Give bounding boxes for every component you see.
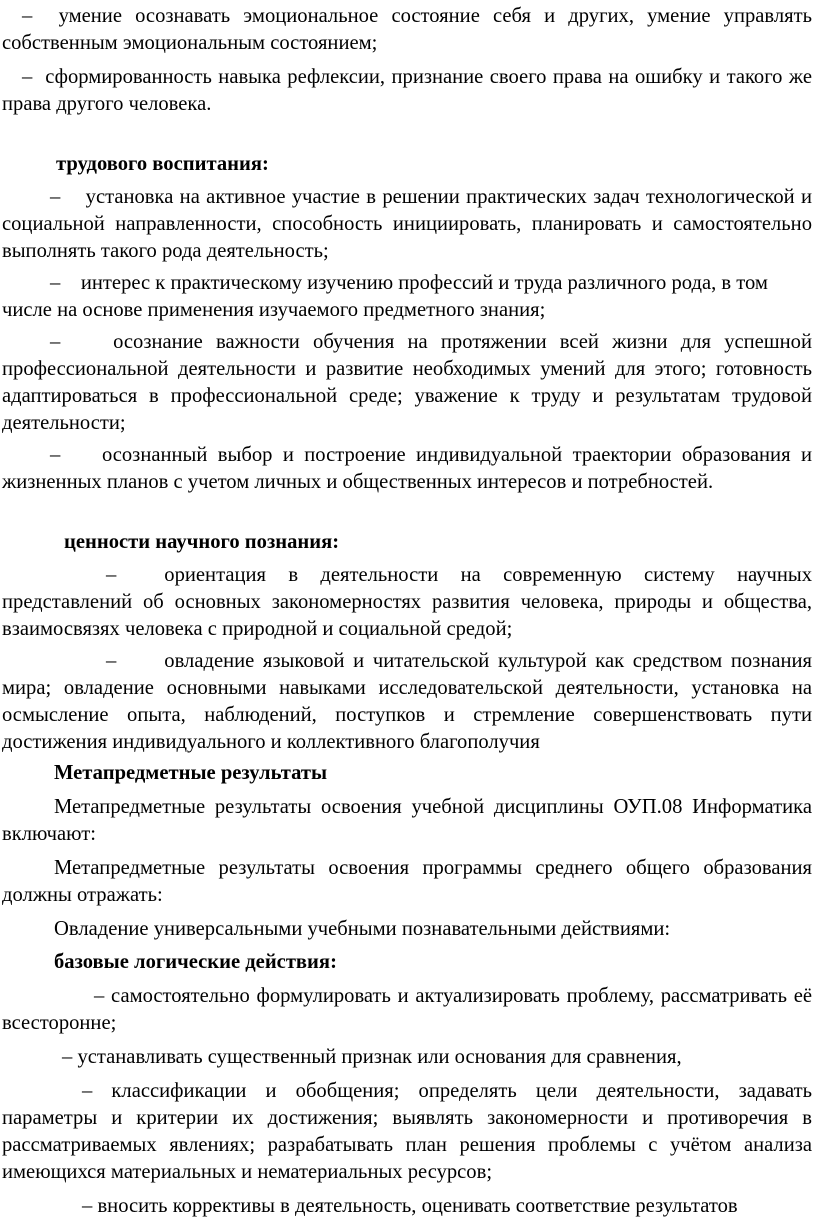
- list-dash: –: [22, 66, 33, 88]
- list-dash: –: [94, 985, 105, 1007]
- paragraph-lifelong-learning: [2, 329, 812, 437]
- paragraph-interest-professions: [2, 270, 812, 324]
- list-dash: –: [62, 1046, 73, 1068]
- list-dash: –: [82, 1195, 93, 1217]
- list-dash: –: [50, 444, 61, 466]
- paragraph-language-culture: [2, 648, 812, 756]
- paragraph-text: ориентация в деятельности на современную систему научных представлений об основных закономерностях развития человека, природы и общества, взаимосвязях человека с природной и социальной средой;: [2, 564, 812, 640]
- paragraph-text: сформированность навыка рефлексии, признание своего права на ошибку и такого же права другого человека.: [2, 66, 812, 115]
- paragraph-scientific-orientation: [2, 562, 812, 643]
- paragraph-metasubject-discipline: Метапредметные результаты освоения учебной дисциплины ОУП.08 Информатика включают:: [2, 796, 812, 845]
- paragraph-universal-actions: Овладение универсальными учебными познавательными действиями:: [54, 918, 671, 940]
- list-dash: –: [50, 272, 61, 294]
- heading-scientific-knowledge: ценности научного познания:: [64, 531, 340, 553]
- paragraph-reflection: [2, 64, 812, 118]
- paragraph-formulate-problem: [2, 983, 812, 1037]
- paragraph-metasubject-program: Метапредметные результаты освоения программы среднего общего образования должны отражать:: [2, 857, 812, 906]
- paragraph-text: умение осознавать эмоциональное состояние себя и других, умение управлять собственным эмоциональным состоянием;: [2, 5, 812, 54]
- paragraph-text: вносить коррективы в деятельность, оценивать соответствие результатов: [97, 1195, 738, 1217]
- list-dash: –: [50, 186, 61, 208]
- paragraph-text: классификации и обобщения; определять цели деятельности, задавать параметры и критерии их достижения; выявлять закономерности и противоречия в рассматриваемых явлениях; разрабатывать план решения проблемы с учётом анализа имеющихся материальных и нематериальных ресурсов;: [2, 1080, 812, 1183]
- heading-metasubject-results: Метапредметные результаты: [54, 762, 328, 784]
- paragraph-text: осознание важности обучения на протяжении всей жизни для успешной профессиональной деятельности и развитие необходимых умений для этого; готовность адаптироваться в профессиональной среде; уважение к труду и результатам трудовой деятельности;: [2, 331, 812, 434]
- paragraph-classification: [2, 1078, 812, 1186]
- list-dash: –: [82, 1080, 93, 1102]
- paragraph-text: установка на активное участие в решении практических задач технологической и социальной направленности, способность инициировать, планировать и самостоятельно выполнять такого рода деятельность;: [2, 186, 812, 262]
- paragraph-trajectory-choice: [2, 442, 812, 496]
- paragraph-adjustments: [2, 1193, 812, 1220]
- paragraph-comparison-criteria: [2, 1044, 812, 1071]
- paragraph-active-participation: [2, 184, 812, 265]
- paragraph-text: самостоятельно формулировать и актуализировать проблему, рассматривать её всесторонне;: [2, 985, 812, 1034]
- heading-basic-logical-actions: базовые логические действия:: [54, 951, 337, 973]
- paragraph-text: осознанный выбор и построение индивидуальной траектории образования и жизненных планов с учетом личных и общественных интересов и потребностей.: [2, 444, 812, 493]
- paragraph-text: овладение языковой и читательской культурой как средством познания мира; овладение основными навыками исследовательской деятельности, установка на осмысление опыта, наблюдений, поступков и стремление совершенствовать пути достижения индивидуального и коллективного благополучия: [2, 650, 812, 753]
- paragraph-emotional-state: [2, 3, 812, 57]
- list-dash: –: [106, 650, 117, 672]
- list-dash: –: [106, 564, 117, 586]
- paragraph-text: интерес к практическому изучению профессий и труда различного рода, в том числе на основе применения изучаемого предметного знания;: [2, 272, 768, 321]
- list-dash: –: [22, 5, 33, 27]
- list-dash: –: [50, 331, 61, 353]
- paragraph-text: устанавливать существенный признак или основания для сравнения,: [77, 1046, 682, 1068]
- heading-labor-education: трудового воспитания:: [56, 153, 269, 175]
